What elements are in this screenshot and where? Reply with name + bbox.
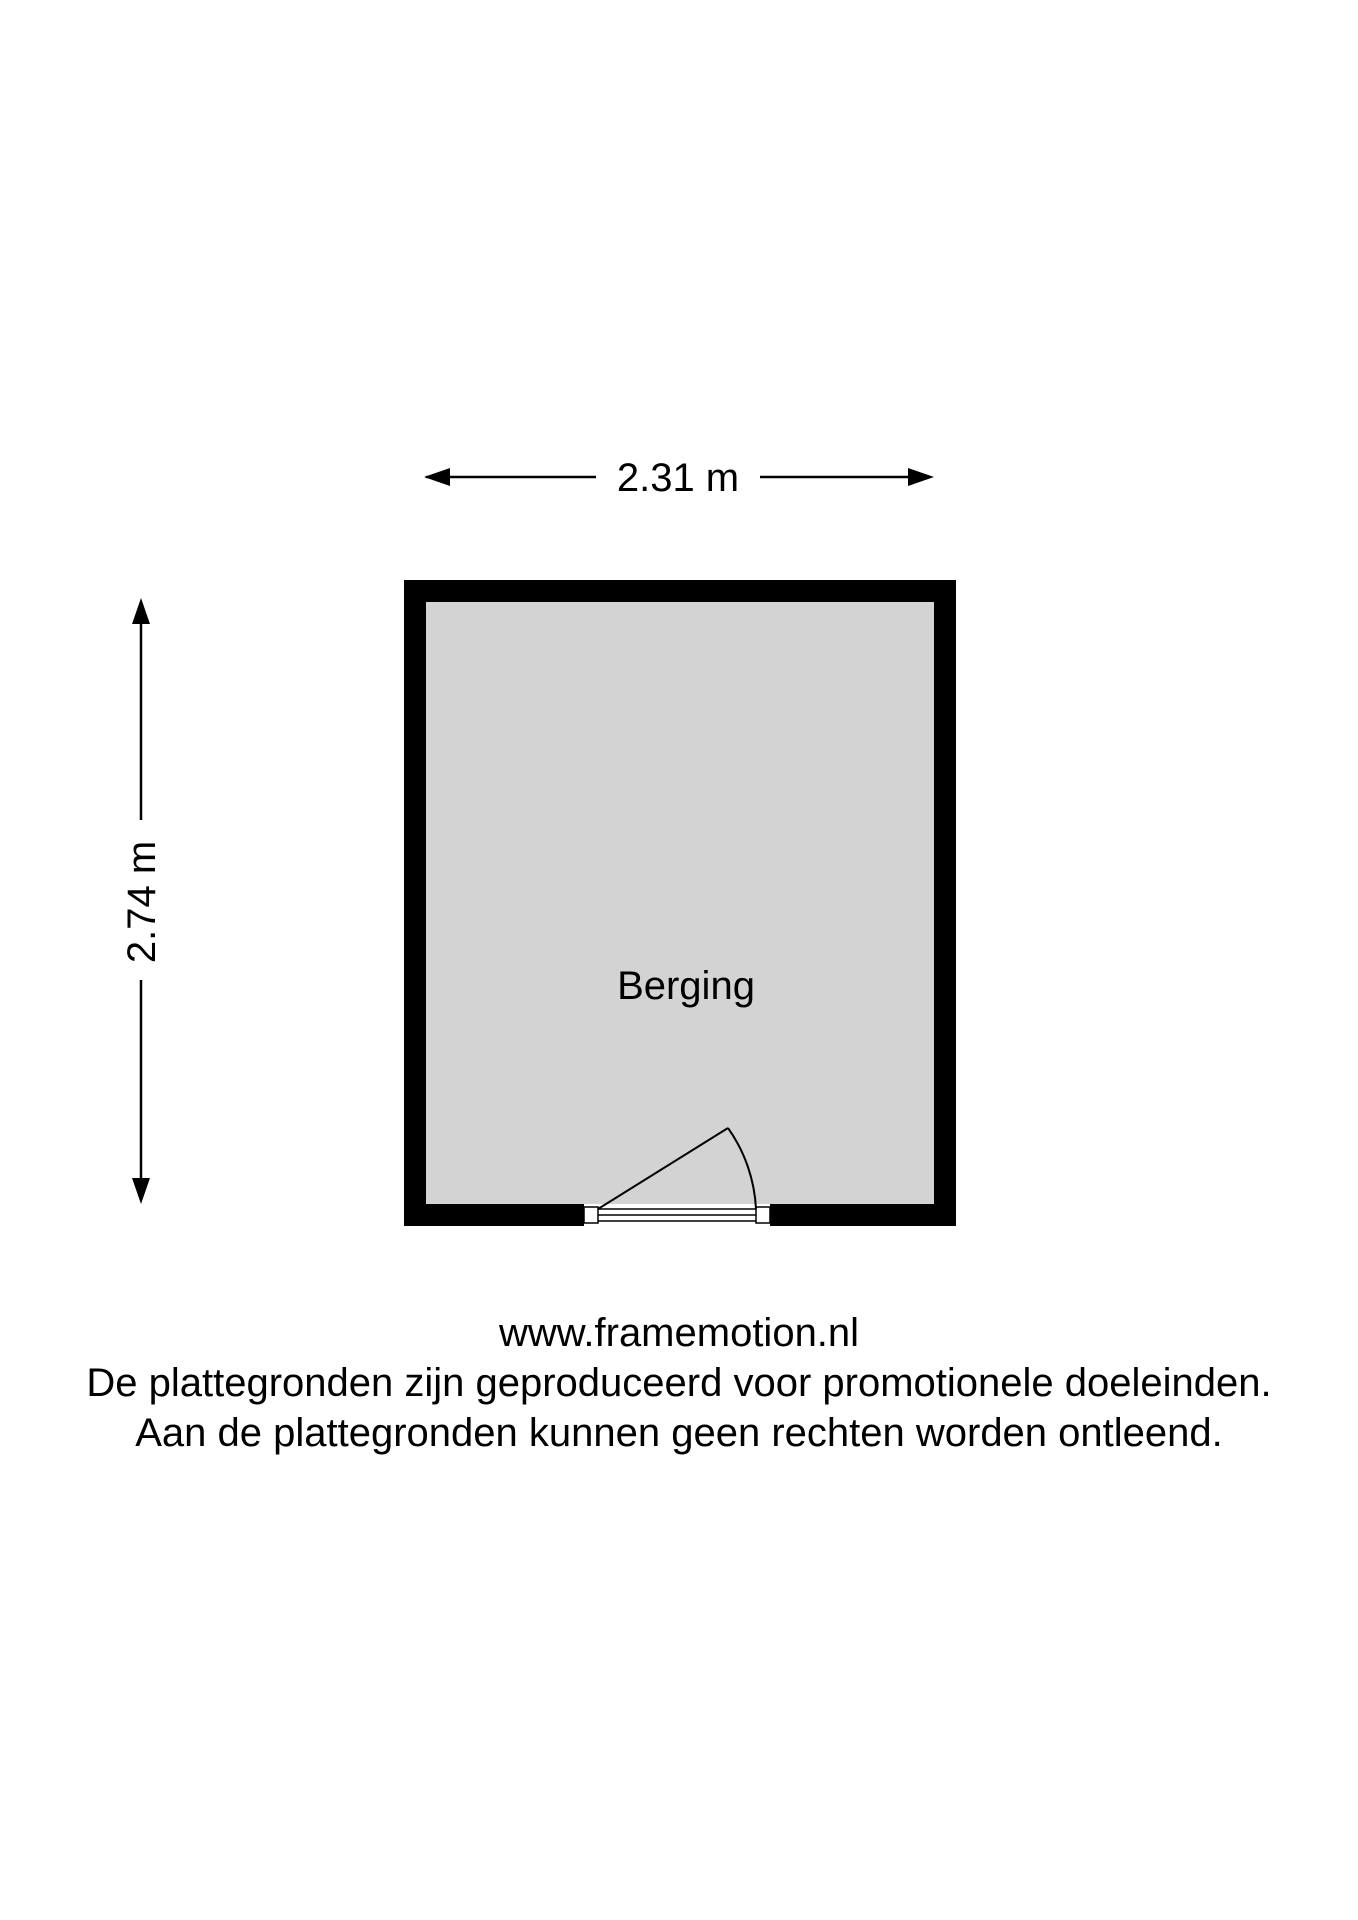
footer-disclaimer-line-1: De plattegronden zijn geproduceerd voor promotionele doeleinden.	[86, 1361, 1272, 1405]
door-jamb-left	[584, 1207, 598, 1223]
height-arrow-top-icon	[132, 598, 150, 624]
width-arrow-right-icon	[908, 468, 934, 486]
width-arrow-left-icon	[424, 468, 450, 486]
footer-disclaimer-line-2: Aan de plattegronden kunnen geen rechten worden ontleend.	[135, 1411, 1223, 1455]
room-label: Berging	[617, 964, 755, 1008]
height-arrow-bottom-icon	[132, 1178, 150, 1204]
room-floor	[426, 602, 934, 1204]
room-berging	[404, 580, 956, 1226]
door-jamb-right	[756, 1207, 770, 1223]
width-dimension	[424, 456, 934, 500]
height-dimension-label: 2.74 m	[120, 840, 164, 964]
width-dimension-label: 2.31 m	[616, 456, 740, 500]
height-dimension	[120, 598, 164, 1204]
footer-disclaimer	[0, 1308, 1358, 1458]
footer-url: www.framemotion.nl	[498, 1311, 860, 1355]
